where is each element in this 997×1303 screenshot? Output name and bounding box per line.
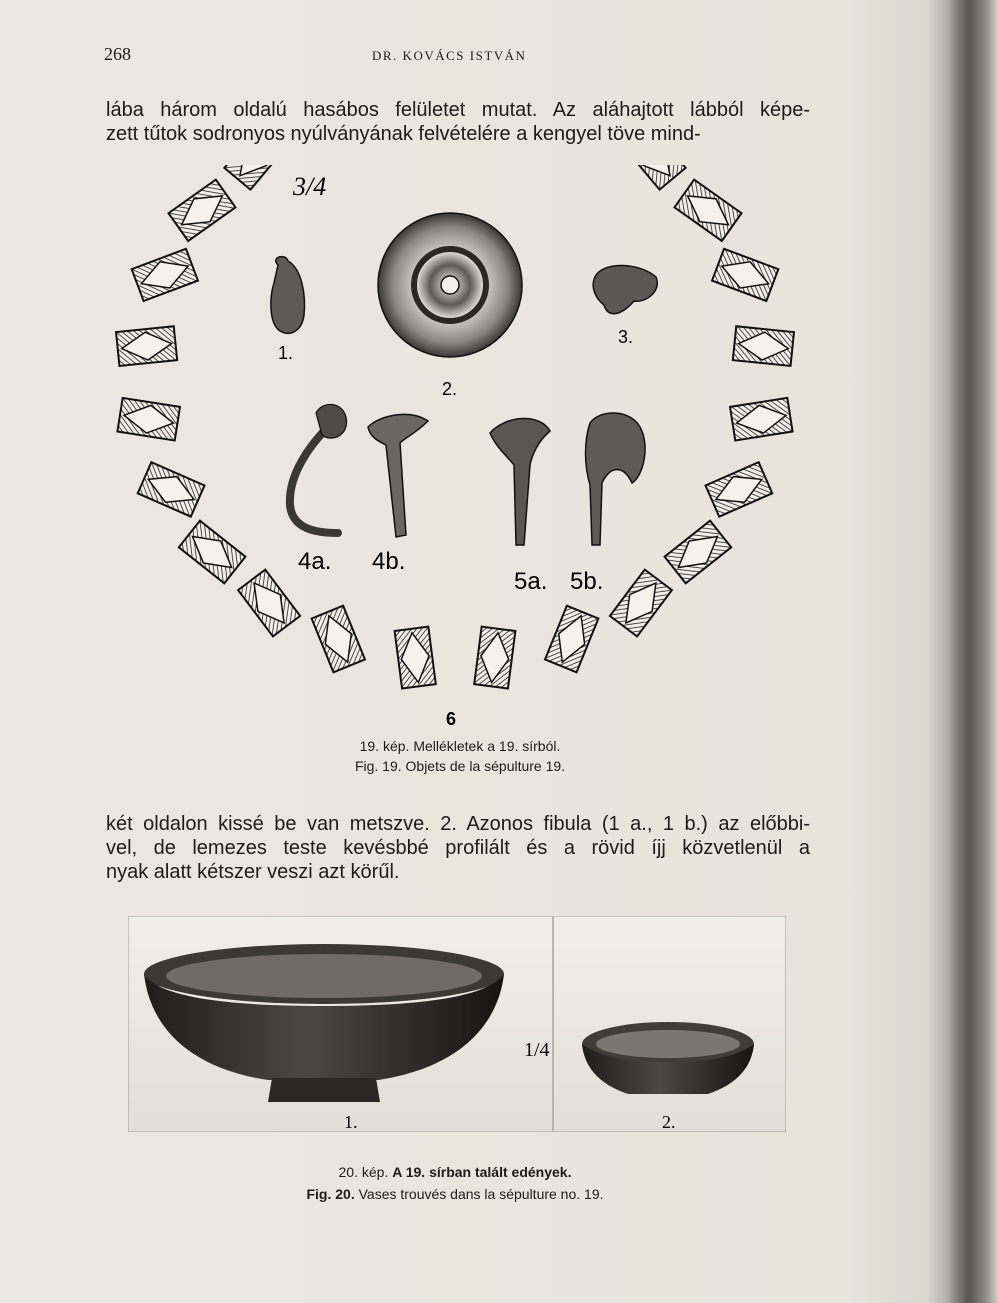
bead [138,462,205,516]
bowl-2-interior [596,1030,740,1058]
caption-number: 20. kép. [338,1164,389,1180]
figure-label: 5b. [570,568,604,595]
running-head: DR. KOVÁCS ISTVÁN [372,48,527,63]
caption-number: Fig. 20. [306,1186,355,1202]
figure-19-caption-fr: Fig. 19. Objets de la sépulture 19. [354,758,566,774]
bowl-1-foot [268,1078,380,1102]
bead [665,521,732,584]
caption-text: A 19. sírban talált edények. [392,1164,572,1180]
whorl-hole [441,276,459,294]
bead [117,398,180,441]
figure-label: 4b. [372,548,406,575]
scale-label: 3/4 [293,172,327,201]
figure-label: 4a. [298,548,332,575]
figure-20-caption-fr [230,1186,680,1202]
fibula-5b [586,413,646,545]
page-number: 268 [104,44,131,64]
figure-19-caption-hu: 19. kép. Mellékletek a 19. sírból. [359,738,561,754]
photo-label: 2. [662,1112,676,1132]
figure-19-illustration [110,165,810,725]
text-line: nyak alatt kétszer veszi azt körűl. [106,861,400,883]
bead [132,249,198,301]
text-line: lába három oldalú hasábos felületet mutat. Az aláhajtott lábból képe- [106,99,810,121]
caption-text: Vases trouvés dans la sépulture no. 19. [358,1186,604,1202]
bead [224,165,287,190]
figure-label: 1. [278,343,294,363]
text-line: zett tűtok sodronyos nyúlványának felvételére a kengyel töve mind- [106,123,701,145]
bead [545,606,598,673]
bead [169,180,236,241]
fragment-1 [271,257,305,334]
bead [733,326,794,366]
paragraph-top [106,98,810,146]
figure-20-photograph [128,916,786,1132]
figure-20-caption-hu [230,1164,680,1180]
bead [116,326,177,366]
fragment-3 [593,265,657,313]
figure-label: 2. [442,379,458,399]
figure-label: 3. [618,327,634,347]
figure-label: 6 [446,709,457,725]
bead [474,627,515,689]
bead [675,180,742,241]
fibula-4a [290,427,338,533]
bead [610,570,672,637]
fibula-5a [490,418,550,545]
photo-label: 1. [344,1112,358,1132]
fibula-4b [368,414,428,537]
bead [312,606,365,673]
figure-label: 5a. [514,568,548,595]
text-line: vel, de lemezes teste kevésbbé profilált és a rövid íjj közvetlenül a [106,837,810,859]
bead [706,462,773,516]
bowl-1-interior [166,954,482,998]
book-spine-shadow [947,0,997,1303]
bead [395,627,436,689]
bead [179,521,246,584]
text-line: két oldalon kissé be van metszve. 2. Azonos fibula (1 a., 1 b.) az előbbi- [106,813,810,835]
bead [622,165,685,190]
bead [238,570,300,637]
bead [712,249,778,301]
paragraph-bottom [106,812,810,884]
bead [730,398,793,441]
scale-label: 1/4 [524,1039,550,1061]
